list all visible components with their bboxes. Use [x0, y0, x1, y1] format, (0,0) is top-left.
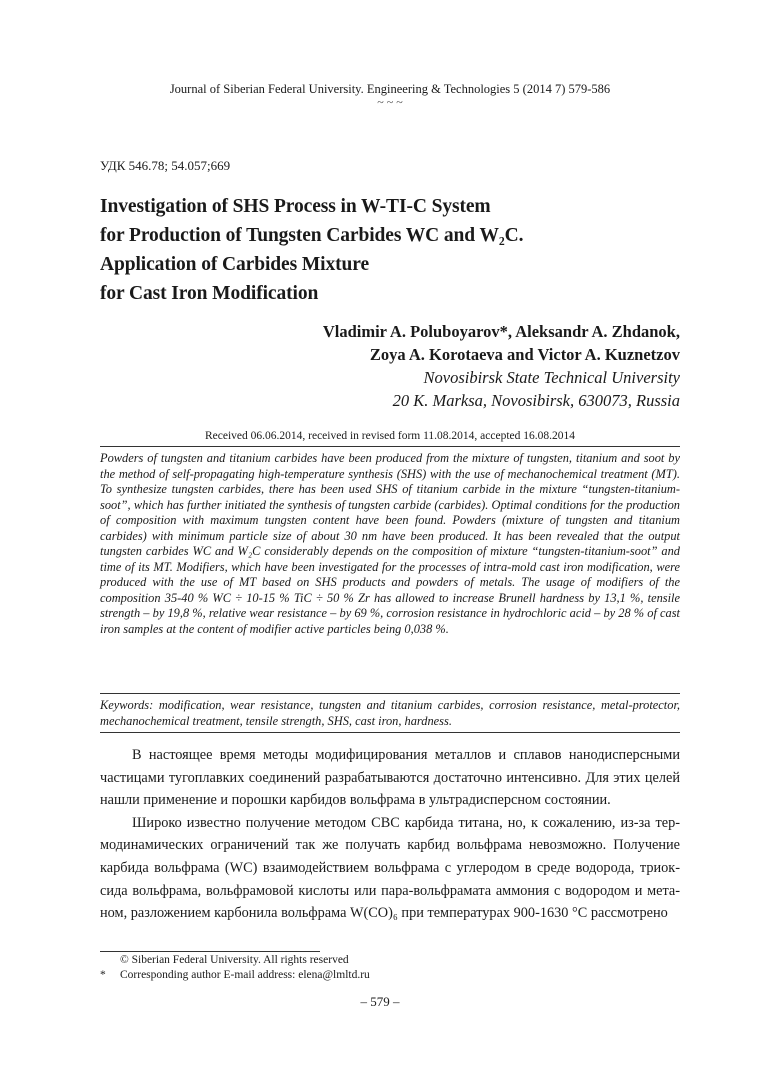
- author-block: [120, 320, 680, 412]
- journal-header: Journal of Siberian Federal University. Engineering & Technologies 5 (2014 7) 579-586: [169, 82, 611, 96]
- header-ornament: ~ ~ ~: [377, 95, 403, 109]
- body-text: [100, 744, 680, 925]
- keywords: Keywords: modification, wear resistance, tungsten and titanium carbides, corrosion resistance, metal-protector, mechanochemical treatment, tensile strength, SHS, cast iron, hardness.: [100, 698, 680, 728]
- keywords-top-rule: [100, 693, 680, 694]
- authors-line: Zoya A. Korotaeva and Victor A. Kuznetzov: [369, 345, 680, 364]
- footnotes: [100, 953, 370, 983]
- keywords-bottom-rule: [100, 732, 680, 733]
- footnote-text: © Siberian Federal University. All rights reserved: [120, 954, 349, 966]
- title-line: for Production of Tungsten Carbides WC and W₂C.: [100, 225, 524, 246]
- affiliation-line: 20 K. Marksa, Novosibirsk, 630073, Russia: [392, 391, 680, 410]
- footnote-text: Corresponding author E-mail address: elena@lmltd.ru: [120, 969, 370, 981]
- body-paragraph: Широко известно получение методом СВС карбида титана, но, к сожалению, из-за термодинамических ограничений так же получать карбид вольфрама невозможно. Получение карбида вольфрама (WC) взаимодействием вольфрама с углеродом в среде водорода, триоксида вольфрама, вольфрамовой кислоты или пара-вольфрамата аммония с водородом и метаном, разложением карбонила вольфрама W(CO)₆ при температурах 900-1630 °C рассмотрено: [100, 814, 680, 922]
- title-line: Investigation of SHS Process in W-TI-C System: [100, 196, 491, 217]
- page-number: – 579 –: [360, 994, 400, 1009]
- body-paragraph: В настоящее время методы модифицирования металлов и сплавов нанодисперсными частицами тугоплавких соединений разрабатываются достаточно интенсивно. Для этих целей нашли применение и порошки карбидов вольфрама в ультрадисперсном состоянии.: [100, 747, 680, 809]
- paper-title: [100, 192, 660, 308]
- abstract: Powders of tungsten and titanium carbides have been produced from the mixture of tungsten, titanium and soot by the method of self-propagating high-temperature synthesis (SHS) with the use of mechanochemical treatment (MT). To synthesize tungsten carbides, there has been used SHS of titanium carbide in the mixture “tungsten-titanium-soot”, which has further initiated the synthesis of tungsten carbide (carbides). Optimal conditions for the production of composition with maximum tungsten content have been found. Powders (mixture of tungsten and titanium carbides) with minimum particle size of about 30 nm have been produced. It has been revealed that the output tungsten carbides WC and W₂C considerably depends on the composition of mixture “tungsten-titanium-soot” and time of its MT. Modifiers, which have been investigated for the processes of intra-mold cast iron modification, were produced with the use of MT based on SHS products and powders of metals. The usage of modifiers of the composition 35-40 % WC ÷ 10-15 % TiC ÷ 50 % Zr has allowed to increase Brunell hardness by 13,1 %, tensile strength – by 19,8 %, relative wear resistance – by 69 %, corrosion resistance in hydrochloric acid – by 28 % of cast iron samples at the content of modifier active particles being 0,038 %.: [100, 451, 680, 636]
- footnote-rule: [100, 951, 320, 952]
- received-dates: Received 06.06.2014, received in revised form 11.08.2014, accepted 16.08.2014: [204, 430, 576, 442]
- footnote-corresponding: [100, 968, 370, 983]
- title-line: Application of Carbides Mixture: [100, 254, 369, 275]
- abstract-top-rule: [100, 446, 680, 447]
- footnote-copyright: [100, 953, 370, 968]
- title-line: for Cast Iron Modification: [100, 283, 319, 304]
- footnote-mark: *: [100, 969, 106, 981]
- affiliation-line: Novosibirsk State Technical University: [423, 368, 680, 387]
- authors-line: Vladimir A. Poluboyarov*, Aleksandr A. Zhdanok,: [322, 322, 680, 341]
- udk-code: УДК 546.78; 54.057;669: [100, 158, 231, 173]
